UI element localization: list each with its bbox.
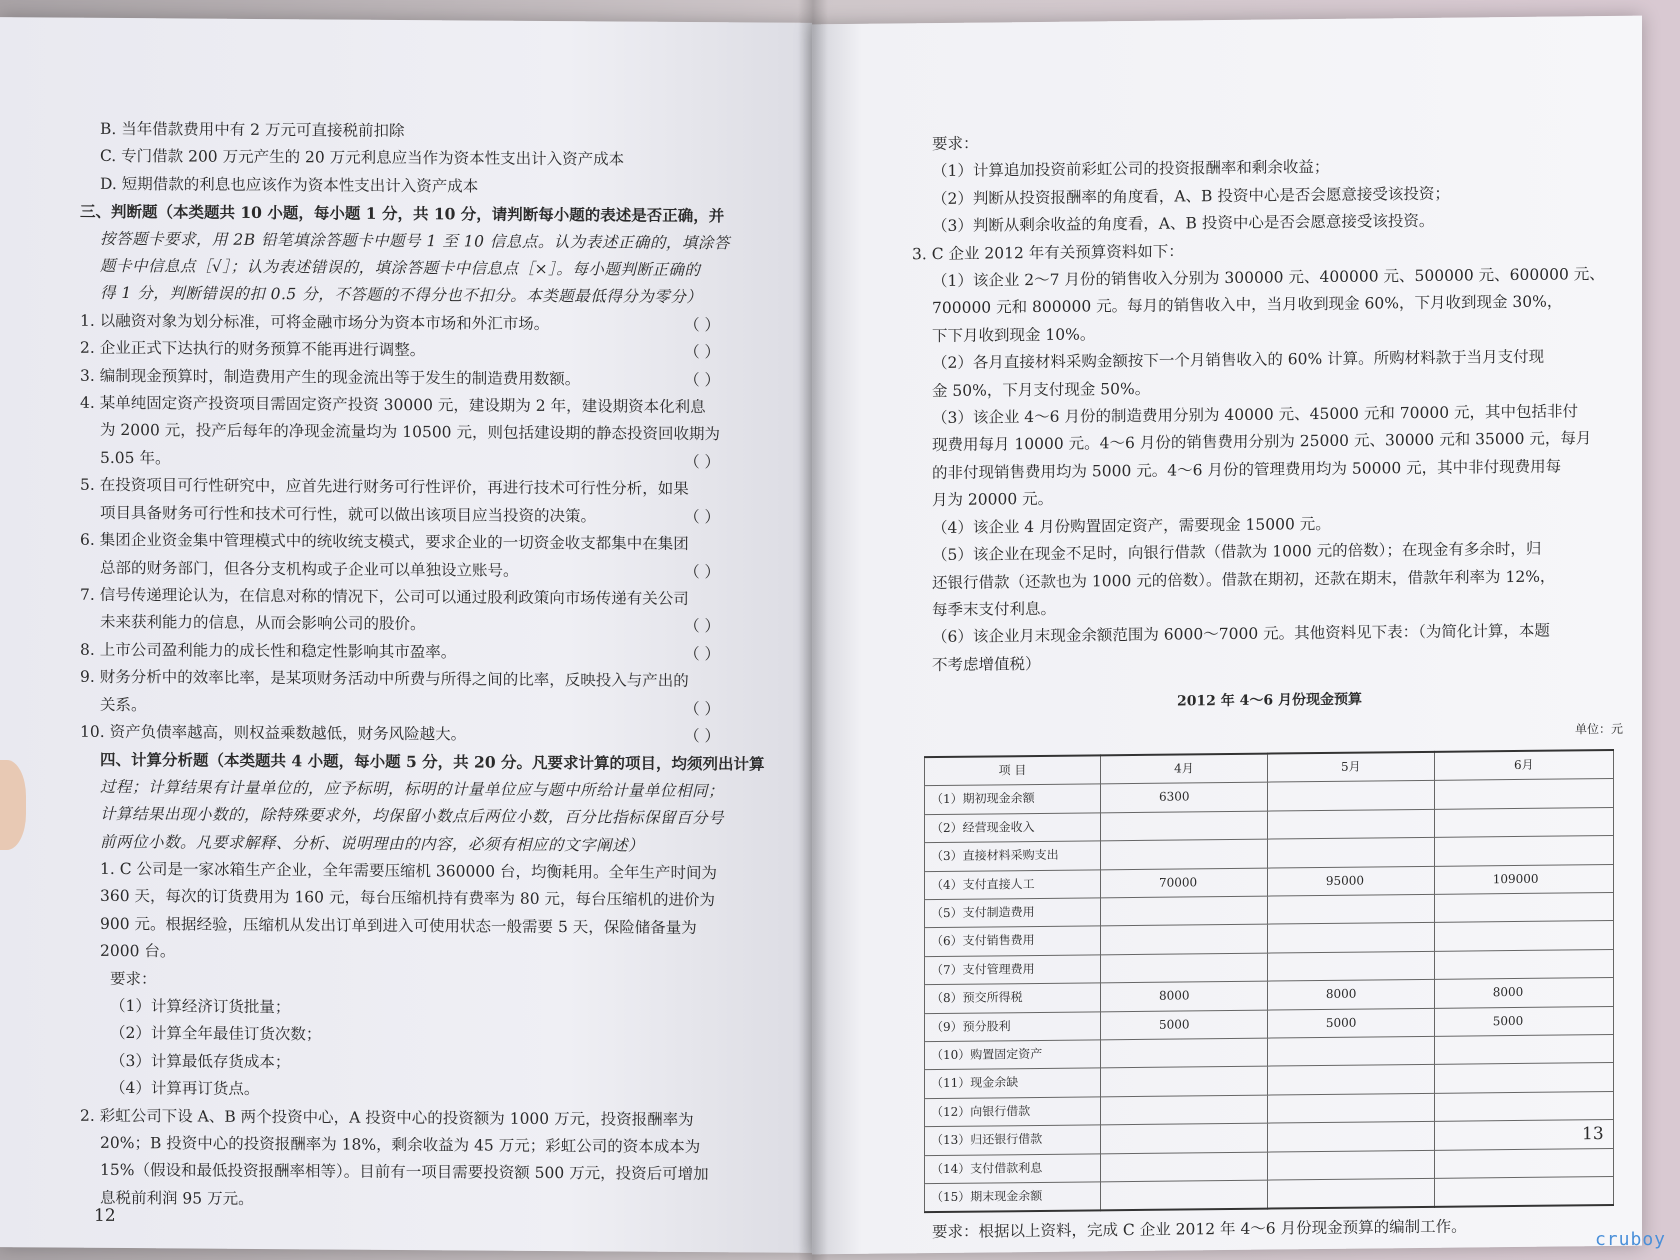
line-text: 三、判断题（本类题共 10 小题，每小题 1 分，共 10 分，请判断每小题的表述是否正确，并 (80, 201, 725, 226)
line-text: （3）计算最低存货成本； (110, 1051, 291, 1072)
line-text: 项目具备财务可行性和技术可行性，就可以做出该项目应当投资的决策。 (100, 503, 597, 526)
line-text: 计算结果出现小数的，除特殊要求外，均保留小数点后两位小数，百分比指标保留百分号 (100, 805, 725, 828)
line-text: 下下月收到现金 10%。 (932, 325, 1096, 345)
cell-value (1267, 951, 1434, 981)
cell-value (1101, 924, 1268, 954)
answer-parentheses: （ ） (684, 370, 720, 389)
line-text: 360 天，每次的订货费用为 160 元，每台压缩机持有费率为 80 元，每台压缩机的进价为 (100, 887, 716, 910)
right-page-number: 13 (1582, 1124, 1604, 1145)
cell-value: 70000 (1101, 868, 1268, 898)
answer-parentheses: （ ） (684, 562, 720, 581)
cell-value: 6300 (1101, 782, 1268, 812)
line-text: 总部的财务部门，但各分支机构或子企业可以单独设立账号。 (100, 558, 519, 580)
row-label: （6）支付销售费用 (925, 926, 1101, 956)
row-label: （7）支付管理费用 (925, 955, 1101, 985)
row-label: （4）支付直接人工 (925, 869, 1101, 899)
cell-value (1267, 781, 1434, 811)
left-page-text (80, 116, 780, 1217)
line-text: 1. 以融资对象为划分标准，可将金融市场分为资本市场和外汇市场。 (80, 311, 550, 333)
row-label: （5）支付制造费用 (925, 898, 1101, 928)
line-text: （1）该企业 2～7 月份的销售收入分别为 300000 元、400000 元、500000 元、600000 元、 (932, 265, 1605, 291)
cell-value (1101, 1038, 1268, 1068)
line-text: 10. 资产负债率越高，则权益乘数越低，财务风险越大。 (80, 722, 467, 744)
cell-value (1267, 1065, 1434, 1095)
cell-value (1434, 836, 1613, 866)
line-text: 8. 上市公司盈利能力的成长性和稳定性影响其市盈率。 (80, 640, 457, 662)
cell-value (1267, 809, 1434, 839)
cell-value (1434, 921, 1613, 951)
cell-value (1101, 1095, 1268, 1125)
line-text: 3. C 企业 2012 年有关预算资料如下： (912, 242, 1184, 263)
line-text: 未来获利能力的信息，从而会影响公司的股价。 (100, 613, 426, 634)
line-text: 7. 信号传递理论认为，在信息对称的情况下，公司可以通过股利政策向市场传递有关公司 (80, 585, 689, 608)
line-text: （2）各月直接材料采购金额按下一个月销售收入的 60% 计算。所购材料款于当月支付现 (932, 347, 1545, 373)
line-text: 700000 元和 800000 元。每月的销售收入中，当月收到现金 60%，下月收到现金 30%， (932, 292, 1563, 318)
line-text: D. 短期借款的利息也应该作为资本性支出计入资产成本 (100, 174, 479, 196)
line-text: 4. 某单纯固定资产投资项目需固定资产投资 30000 元，建设期为 2 年，建设期资本化利息 (80, 393, 706, 417)
cell-value (1434, 949, 1613, 979)
line-text: 3. 编制现金预算时，制造费用产生的现金流出等于发生的制造费用数额。 (80, 366, 581, 388)
cell-value (1101, 811, 1268, 841)
cell-value (1267, 837, 1434, 867)
line-text: 现费用每月 10000 元。4～6 月份的销售费用分别为 25000 元、30000 元和 35000 元，每月 (932, 429, 1592, 455)
right-page-text (912, 124, 1627, 1247)
cash-budget-table (924, 749, 1614, 1214)
line-text: （6）该企业月末现金余额范围为 6000～7000 元。其他资料见下表：（为简化计算，本题 (932, 621, 1550, 647)
table-title: 2012 年 4～6 月份现金预算 (1176, 691, 1363, 710)
cell-value (1267, 1150, 1434, 1180)
line-text: 不考虑增值税） (932, 654, 1041, 674)
line-text: 要求： (110, 969, 157, 988)
line-text: （3）判断从剩余收益的角度看，A、B 投资中心是否会愿意接受该投资。 (932, 212, 1435, 236)
right-page-lines (912, 124, 1627, 680)
cell-value (1434, 1034, 1613, 1064)
cell-value: 8000 (1434, 978, 1613, 1008)
line-text: 5.05 年。 (100, 448, 171, 468)
row-label: （3）直接材料采购支出 (925, 841, 1101, 871)
answer-parentheses: （ ） (684, 452, 720, 472)
row-label: （8）预交所得税 (925, 983, 1101, 1013)
cell-value: 5000 (1434, 1006, 1613, 1036)
row-label: （10）购置固定资产 (925, 1040, 1101, 1070)
table-unit: 单位：元 (1574, 721, 1623, 736)
cell-value (1267, 1178, 1434, 1209)
row-label: （2）经营现金收入 (925, 813, 1101, 843)
cell-value: 95000 (1267, 866, 1434, 896)
line-text: 20%；B 投资中心的投资报酬率为 18%，剩余收益为 45 万元；彩虹公司的资本成本为 (100, 1133, 701, 1157)
line-text: 5. 在投资项目可行性研究中，应首先进行财务可行性评价，再进行技术可行性分析，如果 (80, 476, 689, 499)
line-text: 15%（假设和最低投资报酬率相等）。目前有一项目需要投资额 500 万元，投资后可增加 (100, 1161, 709, 1184)
answer-parentheses: （ ） (684, 726, 720, 746)
line-text: （3）该企业 4～6 月份的制造费用分别为 40000 元、45000 元和 70000 元，其中包括非付 (932, 402, 1578, 428)
cell-value (1101, 953, 1268, 983)
cell-value: 109000 (1434, 864, 1613, 894)
cell-value (1267, 1093, 1434, 1123)
row-label: （12）向银行借款 (925, 1097, 1101, 1127)
cell-value (1101, 839, 1268, 869)
line-text: 要求： (932, 134, 979, 154)
row-label: （9）预分股利 (925, 1011, 1101, 1041)
cell-value (1267, 923, 1434, 953)
line-text: （4）计算再订货点。 (110, 1079, 260, 1099)
line-text: 关系。 (100, 695, 147, 714)
cell-value (1101, 1123, 1268, 1153)
cell-value (1434, 1063, 1613, 1093)
header-may: 5月 (1267, 752, 1434, 783)
line-text: （1）计算经济订货批量； (110, 996, 291, 1017)
row-label: （1）期初现金余额 (925, 784, 1101, 814)
cell-value (1101, 896, 1268, 926)
line-text: 过程；计算结果有计量单位的，应予标明，标明的计量单位应与题中所给计量单位相同； (100, 777, 725, 800)
line-text: （5）该企业在现金不足时，向银行借款（借款为 1000 元的倍数）；在现金有多余时，归 (932, 539, 1542, 565)
line-text: 2. 彩虹公司下设 A、B 两个投资中心，A 投资中心的投资额为 1000 万元，投资报酬率为 (80, 1106, 694, 1129)
cell-value: 5000 (1101, 1010, 1268, 1040)
table-requirement: 要求：根据以上资料，完成 C 企业 2012 年 4～6 月份现金预算的编制工作。 (932, 1217, 1467, 1242)
cell-value (1267, 894, 1434, 924)
text-line (80, 1185, 780, 1217)
cell-value (1101, 1180, 1268, 1211)
cell-value (1434, 1091, 1613, 1121)
left-page (0, 17, 812, 1253)
line-text: 四、计算分析题（本类题共 4 小题，每小题 5 分，共 20 分。凡要求计算的项目，均须列出计算 (100, 750, 765, 774)
cell-value (1101, 1152, 1268, 1182)
line-text: 900 元。根据经验，压缩机从发出订单到进入可使用状态一般需要 5 天，保险储备量为 (100, 914, 697, 937)
line-text: 1. C 公司是一家冰箱生产企业，全年需要压缩机 360000 台，均衡耗用。全年生产时间为 (100, 859, 718, 883)
cell-value (1434, 807, 1613, 837)
answer-parentheses: （ ） (684, 343, 720, 362)
watermark: cruboy (1594, 1229, 1666, 1250)
line-text: 2. 企业正式下达执行的财务预算不能再进行调整。 (80, 338, 426, 360)
line-text: （2）计算全年最佳订货次数； (110, 1024, 322, 1044)
line-text: （2）判断从投资报酬率的角度看，A、B 投资中心是否会愿意接受该投资； (932, 184, 1450, 208)
line-text: 金 50%，下月支付现金 50%。 (932, 379, 1151, 400)
cell-value: 5000 (1267, 1008, 1434, 1038)
cell-value (1267, 1122, 1434, 1152)
cell-value: 8000 (1267, 980, 1434, 1010)
header-item: 项 目 (925, 755, 1101, 786)
left-page-number: 12 (94, 1205, 116, 1226)
cell-value (1267, 1036, 1434, 1066)
row-label: （11）现金余缺 (925, 1068, 1101, 1098)
cell-value (1434, 892, 1613, 922)
line-text: C. 专门借款 200 万元产生的 20 万元利息应当作为资本性支出计入资产成本 (100, 147, 625, 169)
row-label: （15）期末现金余额 (925, 1182, 1101, 1213)
answer-parentheses: （ ） (684, 507, 720, 526)
line-text: B. 当年借款费用中有 2 万元可直接税前扣除 (100, 119, 405, 140)
answer-parentheses: （ ） (684, 644, 720, 663)
line-text: （1）计算追加投资前彩虹公司的投资报酬率和剩余收益； (932, 158, 1330, 181)
header-april: 4月 (1101, 754, 1268, 785)
line-text: 题卡中信息点［√］；认为表述错误的，填涂答题卡中信息点［×］。每小题判断正确的 (100, 256, 701, 280)
line-text: 按答题卡要求，用 2B 铅笔填涂答题卡中题号 1 至 10 信息点。认为表述正确的，填涂答 (100, 229, 730, 252)
line-text: 前两位小数。凡要求解释、分析、说明理由的内容，必须有相应的文字阐述） (100, 832, 645, 855)
line-text: 得 1 分，判断错误的扣 0.5 分，不答题的不得分也不扣分。本类题最低得分为零分） (100, 284, 703, 307)
line-text: 每季末支付利息。 (932, 599, 1057, 619)
cell-value (1434, 1176, 1613, 1207)
cell-value (1434, 1148, 1613, 1178)
line-text: 2000 台。 (100, 942, 176, 961)
line-text: 还银行借款（还款也为 1000 元的倍数）。借款在期初，还款在期末，借款年利率为 12%， (932, 567, 1556, 592)
cell-value: 8000 (1101, 981, 1268, 1011)
answer-parentheses: （ ） (684, 699, 720, 718)
cell-value (1434, 779, 1613, 809)
answer-parentheses: （ ） (684, 617, 720, 636)
line-text: （4）该企业 4 月份购置固定资产，需要现金 15000 元。 (932, 514, 1331, 537)
line-text: 为 2000 元，投产后每年的净现金流量均为 10500 元，则包括建设期的静态投资回收期为 (100, 421, 720, 444)
line-text: 月为 20000 元。 (932, 490, 1054, 510)
line-text: 6. 集团企业资金集中管理模式中的统收统支模式，要求企业的一切资金收支都集中在集团 (80, 530, 689, 554)
cell-value (1101, 1066, 1268, 1096)
answer-parentheses: （ ） (684, 315, 720, 335)
header-june: 6月 (1434, 750, 1613, 781)
table-body (925, 779, 1614, 1213)
row-label: （13）归还银行借款 (925, 1125, 1101, 1155)
right-page (812, 16, 1642, 1255)
line-text: 9. 财务分析中的效率比率，是某项财务活动中所费与所得之间的比率，反映投入与产出的 (80, 667, 689, 691)
row-label: （14）支付借款利息 (925, 1153, 1101, 1183)
line-text: 息税前利润 95 万元。 (100, 1188, 254, 1208)
line-text: 的非付现销售费用均为 5000 元。4～6 月份的管理费用均为 50000 元，其中非付现费用每 (932, 457, 1562, 482)
